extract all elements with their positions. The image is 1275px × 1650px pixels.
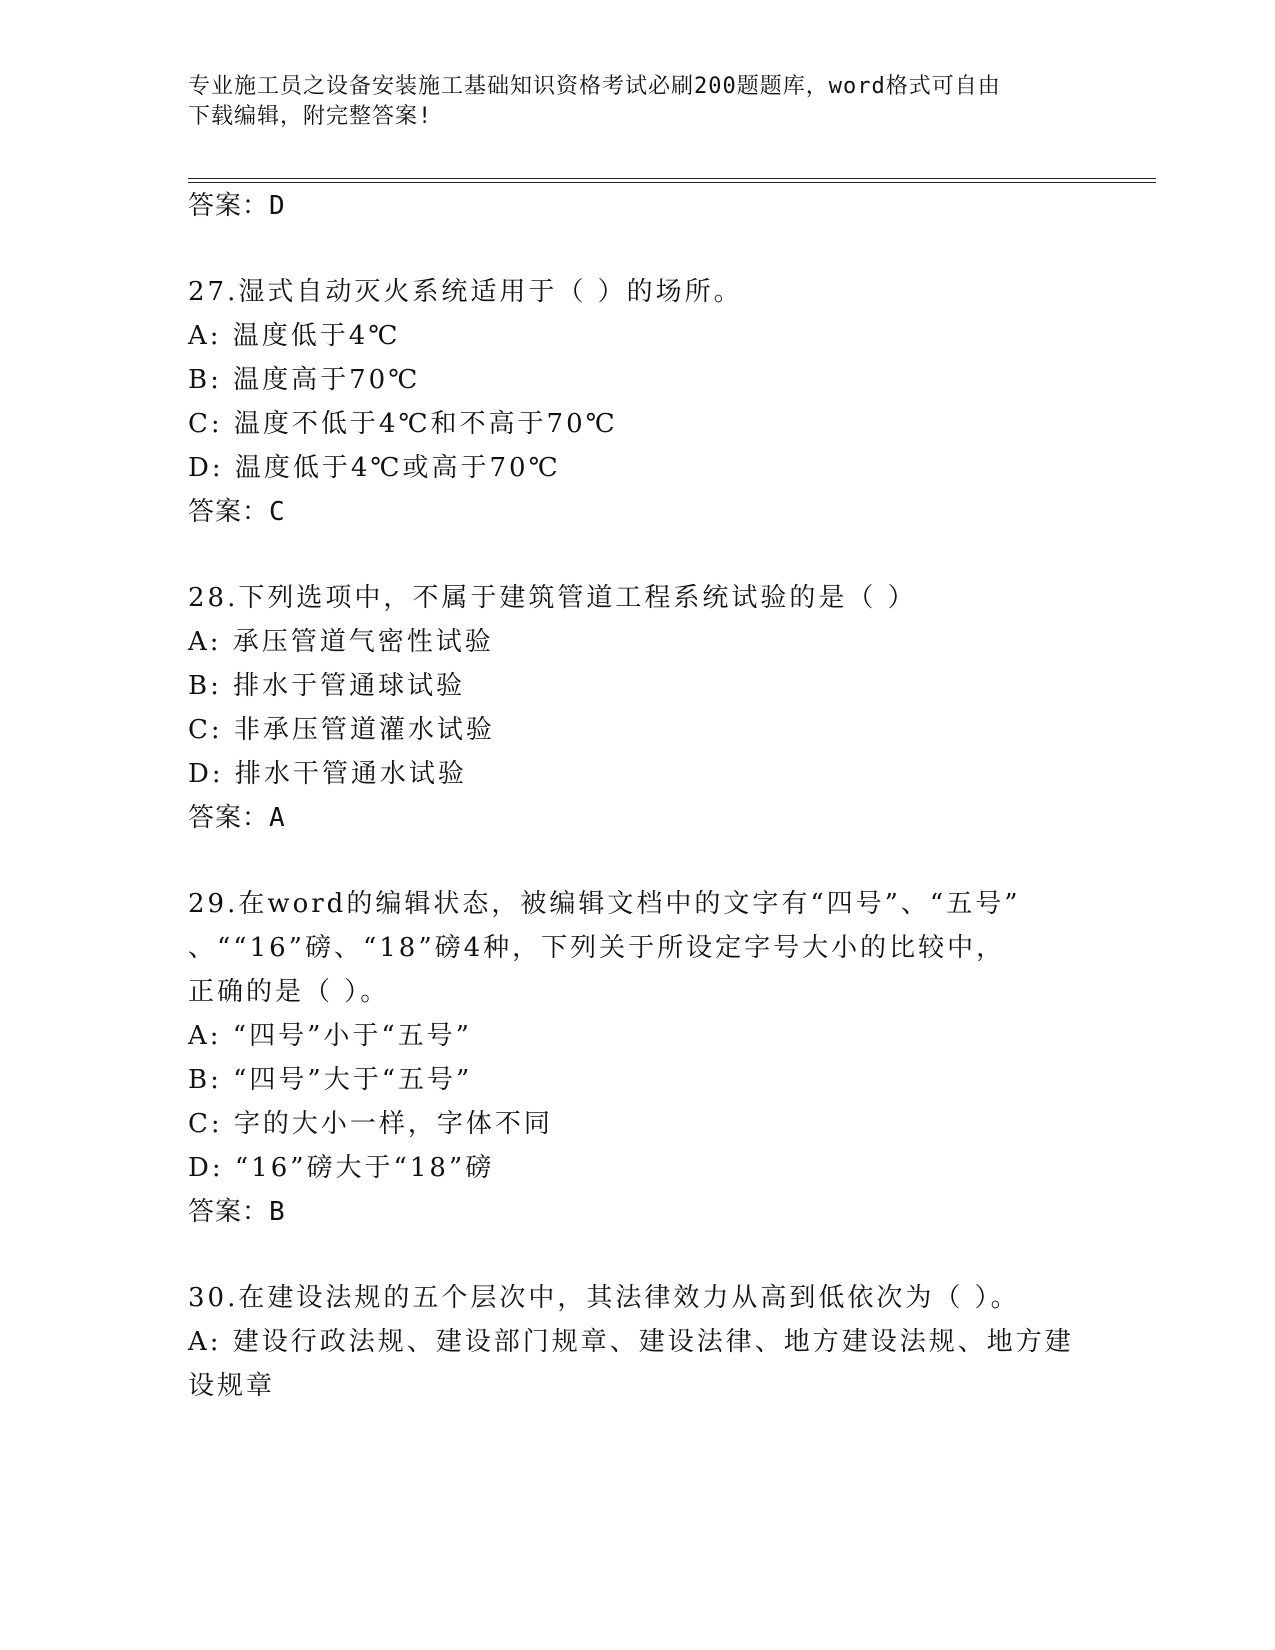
question-29-stem-line-3: 正确的是（ ）。: [188, 977, 390, 1007]
question-29-stem-line-1: 29.在word的编辑状态，被编辑文档中的文字有“四号”、“五号”: [188, 889, 1021, 919]
question-28-option-d: D: 排水干管通水试验: [188, 759, 467, 789]
question-27-option-b: B: 温度高于70℃: [188, 365, 421, 395]
question-29-option-c: C: 字的大小一样，字体不同: [188, 1109, 553, 1139]
header-line-2: 下载编辑，附完整答案!: [188, 104, 433, 129]
question-30-stem: 30.在建设法规的五个层次中，其法律效力从高到低依次为（ ）。: [188, 1283, 1020, 1313]
header-rule-bottom: [188, 182, 1156, 183]
document-header: [188, 72, 1068, 132]
question-27-option-d: D: 温度低于4℃或高于70℃: [188, 453, 561, 483]
question-28-option-b: B: 排水于管通球试验: [188, 671, 466, 701]
question-29-option-a: A: “四号”小于“五号”: [188, 1021, 472, 1051]
question-27-option-c: C: 温度不低于4℃和不高于70℃: [188, 409, 618, 439]
answer-26: 答案：D: [188, 191, 286, 221]
question-30-option-a-line-1: A: 建设行政法规、建设部门规章、建设法律、地方建设法规、地方建: [188, 1327, 1074, 1357]
question-28-option-c: C: 非承压管道灌水试验: [188, 715, 495, 745]
question-27-option-a: A: 温度低于4℃: [188, 321, 401, 351]
question-27-stem: 27.湿式自动灭火系统适用于（ ）的场所。: [188, 277, 743, 307]
question-30-option-a-line-2: 设规章: [188, 1371, 276, 1401]
question-29-stem-line-2: 、““16”磅、“18”磅4种，下列关于所设定字号大小的比较中，: [188, 933, 1006, 963]
question-29-option-b: B: “四号”大于“五号”: [188, 1065, 473, 1095]
header-rule-top: [188, 178, 1156, 179]
question-28-option-a: A: 承压管道气密性试验: [188, 627, 494, 657]
answer-28: 答案：A: [188, 803, 286, 833]
question-28-stem: 28.下列选项中，不属于建筑管道工程系统试验的是（ ）: [188, 583, 917, 613]
question-29-option-d: D: “16”磅大于“18”磅: [188, 1153, 495, 1183]
answer-29: 答案：B: [188, 1197, 286, 1227]
header-line-1: 专业施工员之设备安装施工基础知识资格考试必刷200题题库，word格式可自由: [188, 74, 1001, 99]
answer-27: 答案：C: [188, 497, 286, 527]
